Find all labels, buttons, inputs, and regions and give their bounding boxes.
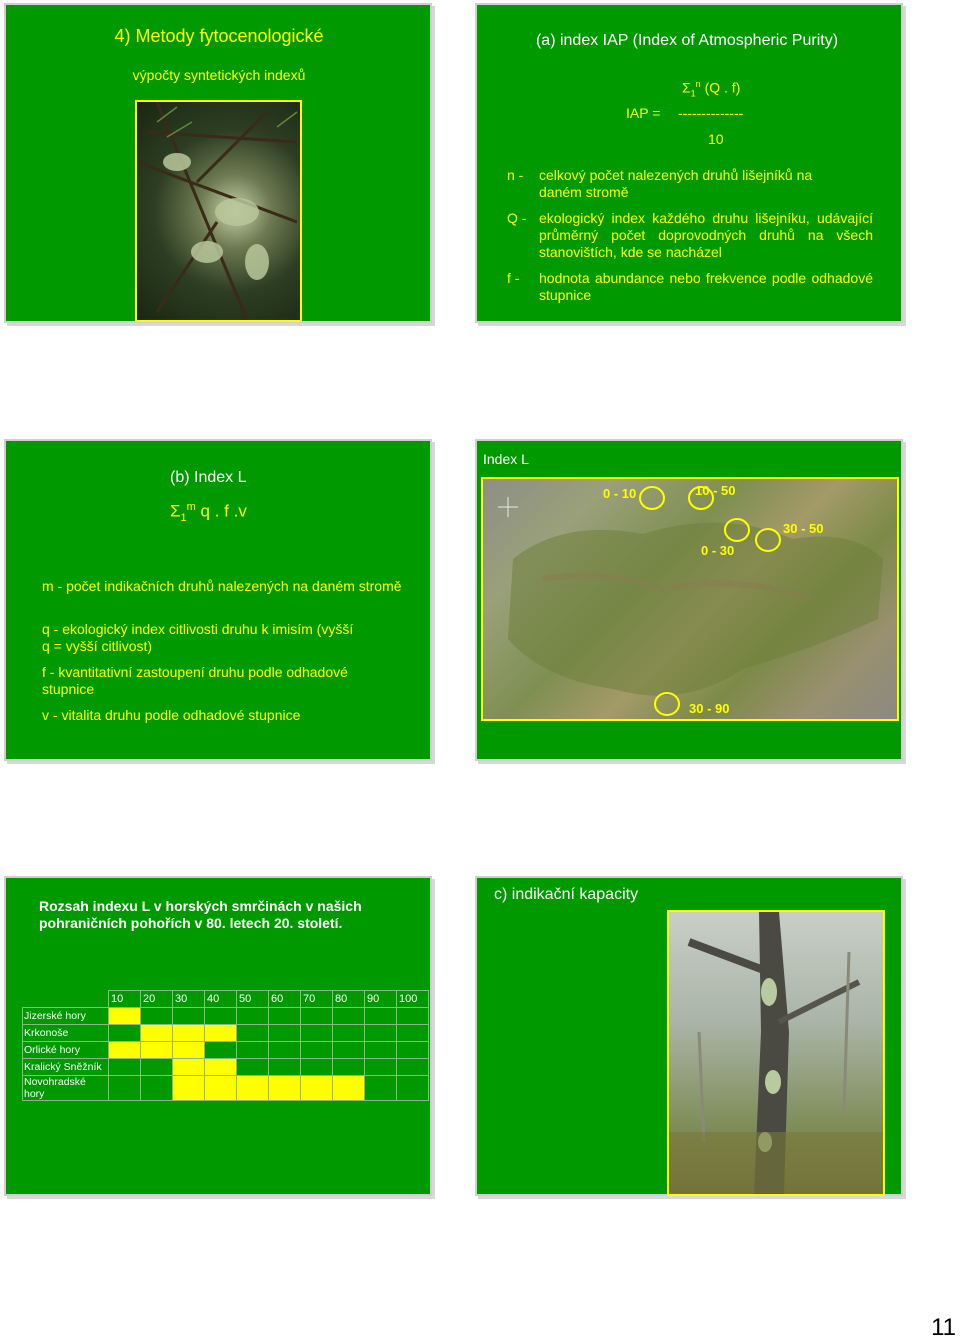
definition-v: v - vitalita druhu podle odhadové stupnice xyxy=(42,707,301,723)
slide-6 xyxy=(475,876,903,1196)
table-row xyxy=(23,1059,429,1076)
range-cell xyxy=(333,1008,365,1025)
column-header: 30 xyxy=(173,991,205,1008)
formula-lhs: IAP = xyxy=(626,105,661,121)
row-header: Jizerské hory xyxy=(23,1008,109,1025)
larch-branch-photo xyxy=(135,100,302,322)
range-cell xyxy=(333,1025,365,1042)
table-corner-cell xyxy=(23,991,109,1008)
map-label: 30 - 90 xyxy=(689,701,730,716)
range-cell xyxy=(269,1042,301,1059)
definition-q-text: ekologický index každého druhu lišejníku, udávající průměrný počet doprovodných druhů na všech stanovištích, kde se nacházel xyxy=(539,210,873,260)
index-l-formula: $\Sigma_1^m$ q . f .v xyxy=(170,501,247,525)
range-cell xyxy=(301,1025,333,1042)
slide-subtitle: výpočty syntetických indexů xyxy=(132,67,306,83)
table-header-row xyxy=(23,991,429,1008)
range-cell xyxy=(237,1076,269,1101)
range-cell xyxy=(205,1059,237,1076)
sum-symbol: Σ xyxy=(170,501,181,521)
range-cell xyxy=(173,1042,205,1059)
column-header: 90 xyxy=(365,991,397,1008)
range-cell xyxy=(333,1042,365,1059)
range-cell xyxy=(397,1008,429,1025)
range-cell xyxy=(205,1076,237,1101)
range-cell xyxy=(301,1042,333,1059)
range-cell xyxy=(365,1025,397,1042)
range-cell xyxy=(269,1008,301,1025)
range-cell xyxy=(205,1042,237,1059)
range-cell xyxy=(173,1076,205,1101)
range-cell xyxy=(109,1042,141,1059)
definition-f: f - kvantitativní zastoupení druhu podle odhadové stupnice xyxy=(42,664,348,697)
range-cell xyxy=(141,1076,173,1101)
slide-1 xyxy=(4,3,432,323)
table-row xyxy=(23,1076,429,1101)
column-header: 10 xyxy=(109,991,141,1008)
range-cell xyxy=(333,1076,365,1101)
range-cell xyxy=(301,1059,333,1076)
row-header: Kralický Sněžník xyxy=(23,1059,109,1076)
slide-2 xyxy=(475,3,903,323)
range-cell xyxy=(301,1076,333,1101)
table-row xyxy=(23,1042,429,1059)
page-number: 11 xyxy=(931,1314,956,1341)
row-header: Krkonoše xyxy=(23,1025,109,1042)
row-header: Novohradské hory xyxy=(23,1076,109,1101)
range-cell xyxy=(237,1042,269,1059)
map-label: 0 - 10 xyxy=(603,486,637,501)
range-cell xyxy=(141,1042,173,1059)
range-cell xyxy=(365,1059,397,1076)
range-cell xyxy=(173,1059,205,1076)
slide-title: Index L xyxy=(483,451,529,467)
range-cell xyxy=(205,1008,237,1025)
slide-title: Rozsah indexu L v horských smrčinách v našich pohraničních pohořích v 80. letech 20. století. xyxy=(39,898,362,931)
range-cell xyxy=(301,1008,333,1025)
table-row xyxy=(23,1025,429,1042)
column-header: 40 xyxy=(205,991,237,1008)
range-cell xyxy=(109,1025,141,1042)
range-cell xyxy=(109,1076,141,1101)
map-label: 0 - 30 xyxy=(701,543,735,558)
definition-m: m - počet indikačních druhů nalezených na daném stromě xyxy=(42,578,402,594)
index-l-range-table xyxy=(22,990,429,1101)
range-cell xyxy=(109,1059,141,1076)
range-cell xyxy=(205,1025,237,1042)
slide-5 xyxy=(4,876,432,1196)
column-header: 70 xyxy=(301,991,333,1008)
column-header: 60 xyxy=(269,991,301,1008)
range-cell xyxy=(365,1042,397,1059)
definition-f-text: hodnota abundance nebo frekvence podle odhadové stupnice xyxy=(539,270,873,303)
range-cell xyxy=(397,1025,429,1042)
lichen-tree-photo xyxy=(667,910,885,1196)
map-label: 10 - 50 xyxy=(695,483,736,498)
range-cell xyxy=(365,1008,397,1025)
slide-title: (b) Index L xyxy=(170,469,247,486)
table-row xyxy=(23,1008,429,1025)
range-cell xyxy=(269,1025,301,1042)
slide-title: 4) Metody fytocenologické xyxy=(114,26,324,46)
slide-4 xyxy=(475,439,903,761)
sum-symbol: Σ xyxy=(682,79,691,96)
range-cell xyxy=(141,1025,173,1042)
column-header: 100 xyxy=(397,991,429,1008)
definition-n-text: celkový počet nalezených druhů lišejníků na daném stromě xyxy=(539,167,813,200)
definition-n-key: n - xyxy=(507,167,524,183)
definition-f-key: f - xyxy=(507,270,520,286)
range-cell xyxy=(237,1008,269,1025)
slide-title: (a) index IAP (Index of Atmospheric Purity) xyxy=(535,32,839,49)
definition-q: q - ekologický index citlivosti druhu k imisím (vyšší q = vyšší citlivost) xyxy=(42,621,354,654)
range-cell xyxy=(173,1008,205,1025)
range-cell xyxy=(333,1059,365,1076)
range-cell xyxy=(141,1059,173,1076)
czech-republic-satellite-map xyxy=(481,477,899,721)
column-header: 80 xyxy=(333,991,365,1008)
range-cell xyxy=(365,1076,397,1101)
range-cell xyxy=(269,1059,301,1076)
range-cell xyxy=(237,1025,269,1042)
range-cell xyxy=(269,1076,301,1101)
range-cell xyxy=(109,1008,141,1025)
column-header: 20 xyxy=(141,991,173,1008)
range-cell xyxy=(397,1059,429,1076)
slide-title: c) indikační kapacity xyxy=(494,886,639,903)
range-cell xyxy=(173,1025,205,1042)
formula-numerator: $\Sigma_1^n$ (Q . f) xyxy=(682,79,741,99)
column-header: 50 xyxy=(237,991,269,1008)
range-cell xyxy=(141,1008,173,1025)
formula-fraction-line: -------------- xyxy=(678,105,744,121)
range-cell xyxy=(397,1076,429,1101)
range-cell xyxy=(397,1042,429,1059)
map-label: 30 - 50 xyxy=(783,521,824,536)
slide-3 xyxy=(4,439,432,761)
range-cell xyxy=(237,1059,269,1076)
row-header: Orlické hory xyxy=(23,1042,109,1059)
formula-denominator: 10 xyxy=(708,131,724,147)
definition-q-key: Q - xyxy=(507,210,527,226)
